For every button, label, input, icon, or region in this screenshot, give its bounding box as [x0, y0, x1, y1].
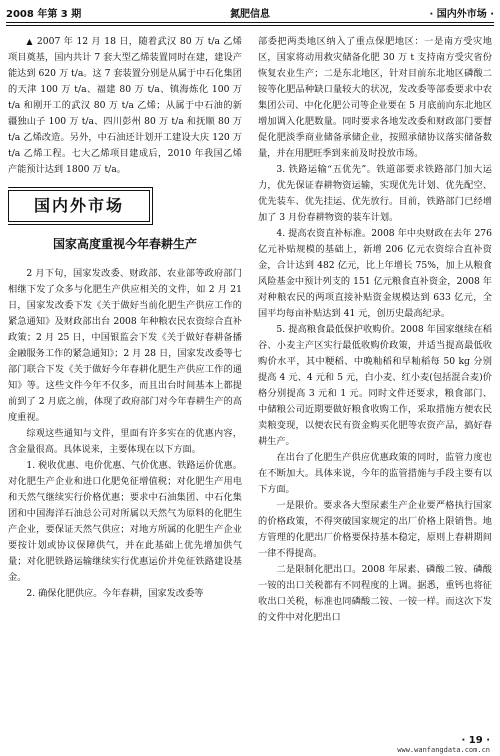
- left-column: [8, 34, 242, 724]
- paragraph: 二是限制化肥出口。2008 年尿素、磷酸二铵、磷酸一铵的出口关税都有不同程度的上调。据悉，重钙也将征收出口关税，标准也同磷酸二铵、一铵一样。而这次下发的文件中对化肥出口: [258, 564, 492, 623]
- section-label-header: · 国内外市场 ·: [429, 9, 494, 20]
- paragraph: 一是限价。要求各大型尿素生产企业要严格执行国家的价格政策，不得突破国家规定的出厂价格上限销售。地方管理的化肥出厂价格要保持基本稳定，原则上春耕期间一律不得提高。: [258, 500, 492, 559]
- header-rule-thin: [6, 25, 494, 26]
- section-banner: [8, 190, 150, 222]
- paragraph: 2 月下旬，国家发改委、财政部、农业部等政府部门相继下发了众多与化肥生产供应相关的文件，如 2 月 21 日，国家发改委下发《关于做好当前化肥生产供应工作的紧急通知》及财政部出台 2008 年种粮农民农资综合直补政策；2 月 25 日，中国银监会下发《关于做好春耕备播金融服务工作的紧急通知》；2 月 28 日，国家发改委等七部门联合下发《关于做好今年春耕化肥生产供应工作的通知》等。这些文件今年不仅多，而且出台时间基本上都提前到了 2 月底之前，体现了政府部门对今年春耕生产的高度重视。: [8, 268, 242, 423]
- article-title: 国家高度重视今年春耕生产: [52, 237, 197, 251]
- issue-label: 2008 年第 3 期: [6, 9, 82, 20]
- watermark: www.wanfangdata.com.cn: [397, 746, 490, 754]
- paragraph: 3. 铁路运输“五优先”。铁道部要求铁路部门加大运力，优先保证春耕物资运输，实现优先计划、优先配空、优先装车、优先挂运、优先放行。目前，铁路部门已经增加了 3 月份春耕物资的装车计划。: [258, 164, 492, 223]
- paragraph: 1. 税收优惠、电价优惠、气价优惠、铁路运价优惠。对化肥生产企业和进口化肥免征增值税；对化肥生产用电和天然气继续实行价格优惠；要求中石油集团、中石化集团和中国海洋石油总公司对所属以天然气为原料的化肥生产企业，要保证天然气供应；对地方所属的化肥生产企业要按计划或协议保障供气，并在此基础上优先增加供气量；对化肥铁路运输继续实行优惠运价并免征铁路建设基金。: [8, 460, 242, 583]
- paragraph: 4. 提高农资直补标准。2008 年中央财政在去年 276 亿元补贴规模的基础上，新增 206 亿元农资综合直补资金，合计达到 482 亿元，比上年增长 75%，加上从粮食风险基金中预计列支的 151 亿元粮食直补资金，2008 年对种粮农民的两项直接补贴资金规模达到 633 亿元，全国平均每亩补贴达到 41 元，创历史最高纪录。: [258, 228, 492, 319]
- page-number: · 19 ·: [461, 735, 490, 746]
- paragraph: 2. 确保化肥供应。今年春耕，国家发改委等: [26, 588, 204, 599]
- running-header: [6, 2, 494, 20]
- header-rule: [6, 22, 494, 23]
- news-brief: ▲ 2007 年 12 月 18 日，随着武汉 80 万 t/a 乙烯项目奠基，国内共计 7 套大型乙烯装置同时在建，建设产能达到 620 万 t/a。这 7 套装置分别是从属于中石化集团的天津 100 万 t/a、福建 80 万 t/a、镇海炼化 100 万 t/a 和刚开工的武汉 80 万 t/a 乙烯；从属于中石油的新疆独山子 100 万 t/a、四川彭州 80 万 t/a 和抚顺 80 万 t/a 乙烯改造。另外，中石油还计划开工建设大庆 120 万 t/a 乙烯工程。七大乙烯项目建成后，2010 年我国乙烯产能预计达到 1800 万 t/a。: [8, 34, 242, 178]
- paragraph: 在出台了化肥生产供应优惠政策的同时，监管力度也在不断加大。具体来说，今年的监管措施与手段主要有以下方面。: [258, 452, 492, 495]
- right-column: [258, 34, 492, 724]
- paragraph: 5. 提高粮食最低保护收购价。2008 年国家继续在稻谷、小麦主产区实行最低收购价政策，并适当提高最低收购价水平，其中粳稻、中晚籼稻和早籼稻每 50 kg 分别提高 4 元、4 元和 5 元，白小麦、红小麦(包括混合麦)价格分别提高 3 元和 1 元。同时文件还要求，粮食部门、中储粮公司近期要做好粮食收购工作，采取措施方便农民卖粮变现，以便农民有资金购买化肥等农资产品，搞好春耕生产。: [258, 324, 492, 447]
- paragraph: 部委把两类地区纳入了重点保肥地区：一是南方受灾地区，国家将动用救灾储备化肥 30 万 t 支持南方受灾省份恢复农业生产；二是东北地区，针对目前东北地区磷酸二铵等化肥品种缺口量较大的状况，发改委等部委要求中农集团公司、中化化肥公司等企业要在 5 月底前向东北地区增加调入化肥数量。同时要求各地发改委和财政部门要督促化肥淡季商业储备承储企业，按照承储协议落实储备数量，并在用肥旺季到来前及时投放市场。: [258, 36, 492, 159]
- journal-name: 氮肥信息: [230, 9, 270, 20]
- section-banner-text: 国内外市场: [33, 196, 124, 215]
- paragraph: 综观这些通知与文件，里面有许多实在的优惠内容，含金量很高。具体说来，主要体现在以下方面。: [8, 428, 242, 455]
